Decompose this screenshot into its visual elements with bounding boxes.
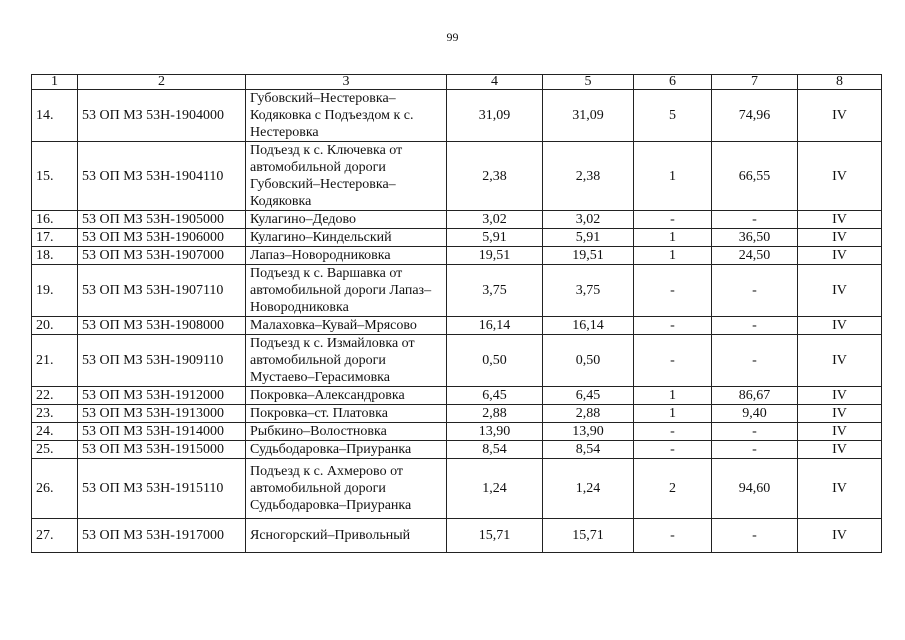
category: IV [798,459,882,519]
row-number: 18. [32,247,78,265]
column-header: 5 [543,75,634,90]
category: IV [798,441,882,459]
table-row [32,441,882,459]
value-col-6: - [634,211,712,229]
value-col-5: 13,90 [543,423,634,441]
road-name: Подъезд к с. Варшавка от автомобильной дороги Лапаз–Новородниковка [246,265,447,317]
value-col-5: 19,51 [543,247,634,265]
value-col-5: 15,71 [543,519,634,553]
row-number: 21. [32,335,78,387]
row-number: 25. [32,441,78,459]
value-col-4: 2,38 [447,142,543,211]
table-row [32,317,882,335]
column-header: 4 [447,75,543,90]
table-row [32,335,882,387]
category: IV [798,247,882,265]
row-number: 15. [32,142,78,211]
table-row [32,90,882,142]
value-col-6: - [634,423,712,441]
table-row [32,142,882,211]
value-col-7: - [712,211,798,229]
road-name: Лапаз–Новородниковка [246,247,447,265]
road-code: 53 ОП МЗ 53Н-1907110 [78,265,246,317]
road-name: Подъезд к с. Ахмерово от автомобильной дороги Судьбодаровка–Приуранка [246,459,447,519]
value-col-7: 86,67 [712,387,798,405]
table-row [32,247,882,265]
value-col-5: 16,14 [543,317,634,335]
row-number: 26. [32,459,78,519]
table-row [32,265,882,317]
value-col-7: - [712,265,798,317]
value-col-4: 0,50 [447,335,543,387]
value-col-4: 3,75 [447,265,543,317]
value-col-7: - [712,423,798,441]
road-code: 53 ОП МЗ 53Н-1915110 [78,459,246,519]
road-name: Губовский–Нестеровка–Кодяковка с Подъездом к с. Нестеровка [246,90,447,142]
value-col-4: 2,88 [447,405,543,423]
value-col-5: 3,02 [543,211,634,229]
column-header: 8 [798,75,882,90]
value-col-4: 1,24 [447,459,543,519]
value-col-5: 31,09 [543,90,634,142]
road-name: Подъезд к с. Измайловка от автомобильной дороги Мустаево–Герасимовка [246,335,447,387]
value-col-6: 1 [634,142,712,211]
category: IV [798,405,882,423]
value-col-7: 9,40 [712,405,798,423]
table-row [32,211,882,229]
value-col-4: 31,09 [447,90,543,142]
road-code: 53 ОП МЗ 53Н-1915000 [78,441,246,459]
road-code: 53 ОП МЗ 53Н-1908000 [78,317,246,335]
category: IV [798,90,882,142]
road-name: Покровка–ст. Платовка [246,405,447,423]
value-col-5: 3,75 [543,265,634,317]
roads-table [31,74,882,553]
row-number: 19. [32,265,78,317]
column-header: 2 [78,75,246,90]
column-header: 3 [246,75,447,90]
category: IV [798,423,882,441]
row-number: 16. [32,211,78,229]
column-number-row [32,75,882,90]
value-col-4: 5,91 [447,229,543,247]
road-name: Кулагино–Киндельский [246,229,447,247]
page-number: 99 [446,30,459,44]
value-col-4: 15,71 [447,519,543,553]
value-col-5: 6,45 [543,387,634,405]
value-col-5: 8,54 [543,441,634,459]
road-code: 53 ОП МЗ 53Н-1912000 [78,387,246,405]
table-row [32,405,882,423]
value-col-7: - [712,317,798,335]
value-col-6: - [634,335,712,387]
category: IV [798,211,882,229]
category: IV [798,387,882,405]
value-col-7: 94,60 [712,459,798,519]
road-name: Покровка–Александровка [246,387,447,405]
road-code: 53 ОП МЗ 53Н-1904000 [78,90,246,142]
category: IV [798,142,882,211]
value-col-5: 5,91 [543,229,634,247]
road-name: Кулагино–Дедово [246,211,447,229]
value-col-5: 2,38 [543,142,634,211]
value-col-6: 2 [634,459,712,519]
value-col-5: 2,88 [543,405,634,423]
value-col-7: - [712,519,798,553]
column-header: 7 [712,75,798,90]
road-name: Рыбкино–Волостновка [246,423,447,441]
value-col-5: 0,50 [543,335,634,387]
value-col-7: 36,50 [712,229,798,247]
table-row [32,423,882,441]
value-col-7: - [712,335,798,387]
category: IV [798,335,882,387]
road-name: Судьбодаровка–Приуранка [246,441,447,459]
road-code: 53 ОП МЗ 53Н-1904110 [78,142,246,211]
road-name: Ясногорский–Привольный [246,519,447,553]
row-number: 17. [32,229,78,247]
value-col-5: 1,24 [543,459,634,519]
value-col-6: 1 [634,229,712,247]
table-row [32,229,882,247]
road-code: 53 ОП МЗ 53Н-1917000 [78,519,246,553]
value-col-7: - [712,441,798,459]
value-col-6: 1 [634,247,712,265]
road-code: 53 ОП МЗ 53Н-1905000 [78,211,246,229]
column-header: 6 [634,75,712,90]
value-col-4: 6,45 [447,387,543,405]
road-code: 53 ОП МЗ 53Н-1914000 [78,423,246,441]
road-name: Малаховка–Кувай–Мрясово [246,317,447,335]
value-col-4: 16,14 [447,317,543,335]
row-number: 23. [32,405,78,423]
column-header: 1 [32,75,78,90]
value-col-6: 5 [634,90,712,142]
table-row [32,519,882,553]
road-name: Подъезд к с. Ключевка от автомобильной дороги Губовский–Нестеровка–Кодяковка [246,142,447,211]
table-row [32,459,882,519]
value-col-4: 13,90 [447,423,543,441]
value-col-7: 66,55 [712,142,798,211]
row-number: 27. [32,519,78,553]
value-col-4: 8,54 [447,441,543,459]
road-code: 53 ОП МЗ 53Н-1909110 [78,335,246,387]
value-col-4: 19,51 [447,247,543,265]
row-number: 24. [32,423,78,441]
value-col-7: 74,96 [712,90,798,142]
value-col-7: 24,50 [712,247,798,265]
value-col-6: 1 [634,387,712,405]
road-code: 53 ОП МЗ 53Н-1913000 [78,405,246,423]
value-col-6: - [634,265,712,317]
value-col-4: 3,02 [447,211,543,229]
row-number: 14. [32,90,78,142]
road-code: 53 ОП МЗ 53Н-1906000 [78,229,246,247]
category: IV [798,265,882,317]
road-code: 53 ОП МЗ 53Н-1907000 [78,247,246,265]
value-col-6: - [634,441,712,459]
row-number: 20. [32,317,78,335]
value-col-6: 1 [634,405,712,423]
value-col-6: - [634,519,712,553]
value-col-6: - [634,317,712,335]
table-row [32,387,882,405]
category: IV [798,317,882,335]
category: IV [798,229,882,247]
row-number: 22. [32,387,78,405]
category: IV [798,519,882,553]
